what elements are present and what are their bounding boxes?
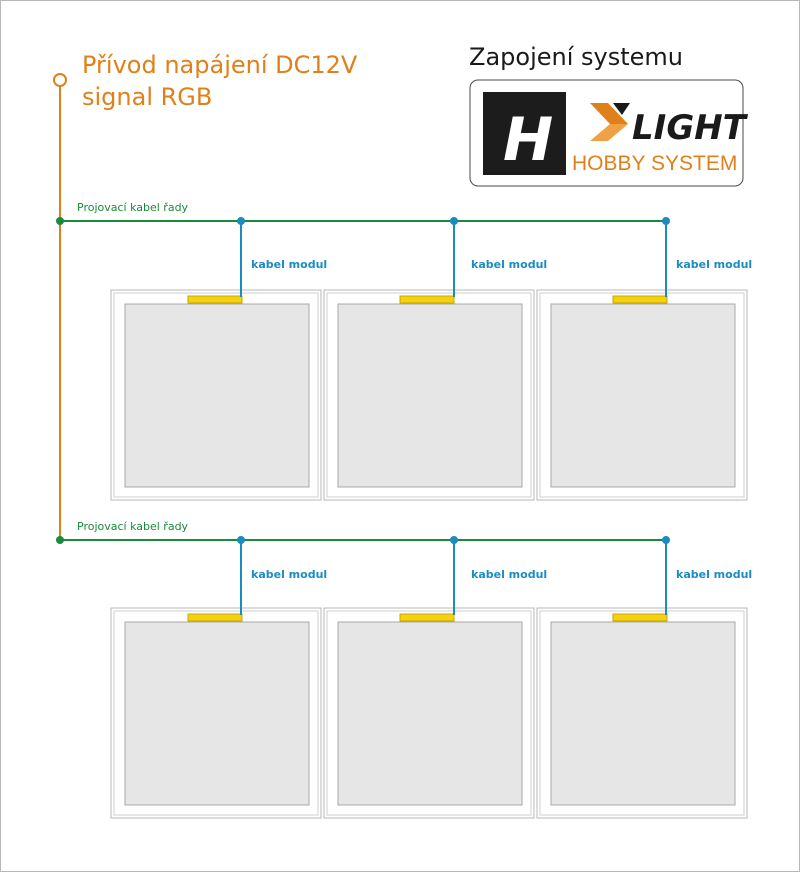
row-1-cable-label: Projovací kabel řady (77, 201, 189, 214)
row-1-module-2 (324, 290, 534, 500)
led-panel (125, 304, 309, 487)
row-1-module-label-3: kabel modul (676, 258, 753, 271)
led-panel (338, 622, 522, 805)
row-1-module-3 (537, 290, 747, 500)
row-2-module-label-1: kabel modul (251, 568, 328, 581)
row-1-module-label-1: kabel modul (251, 258, 328, 271)
row-2-module-label-2: kabel modul (471, 568, 548, 581)
power-terminal-icon (54, 74, 66, 86)
row-1-module-1 (111, 290, 321, 500)
row-2-module-2 (324, 608, 534, 818)
hobby-light-logo (470, 80, 749, 186)
row-1 (56, 201, 752, 500)
power-feed-line (54, 74, 66, 540)
row-2-cable-label: Projovací kabel řady (77, 520, 189, 533)
system-title: Zapojení systemu (469, 43, 683, 71)
row-1-tap-2 (450, 217, 458, 225)
led-panel (338, 304, 522, 487)
row-2-module-label-3: kabel modul (676, 568, 753, 581)
row-2-junction (56, 536, 64, 544)
h-logo-letter: H (503, 105, 554, 175)
led-panel (551, 622, 735, 805)
connector (400, 614, 454, 621)
logo-tagline: HOBBY SYSTEM (572, 152, 738, 175)
logo-light-word: LIGHT (632, 108, 746, 148)
row-1-tap-1 (237, 217, 245, 225)
connector (613, 296, 667, 303)
power-title-line2: signal RGB (82, 83, 213, 111)
power-title-line1: Přívod napájení DC12V (82, 51, 358, 79)
row-2-module-3 (537, 608, 747, 818)
connector (400, 296, 454, 303)
row-1-junction (56, 217, 64, 225)
connector (613, 614, 667, 621)
led-panel (551, 304, 735, 487)
led-panel (125, 622, 309, 805)
row-1-tap-3 (662, 217, 670, 225)
row-1-module-label-2: kabel modul (471, 258, 548, 271)
row-2-tap-2 (450, 536, 458, 544)
connector (188, 296, 242, 303)
row-2-tap-3 (662, 536, 670, 544)
row-2-tap-1 (237, 536, 245, 544)
connector (188, 614, 242, 621)
row-2-module-1 (111, 608, 321, 818)
row-2 (56, 520, 752, 818)
